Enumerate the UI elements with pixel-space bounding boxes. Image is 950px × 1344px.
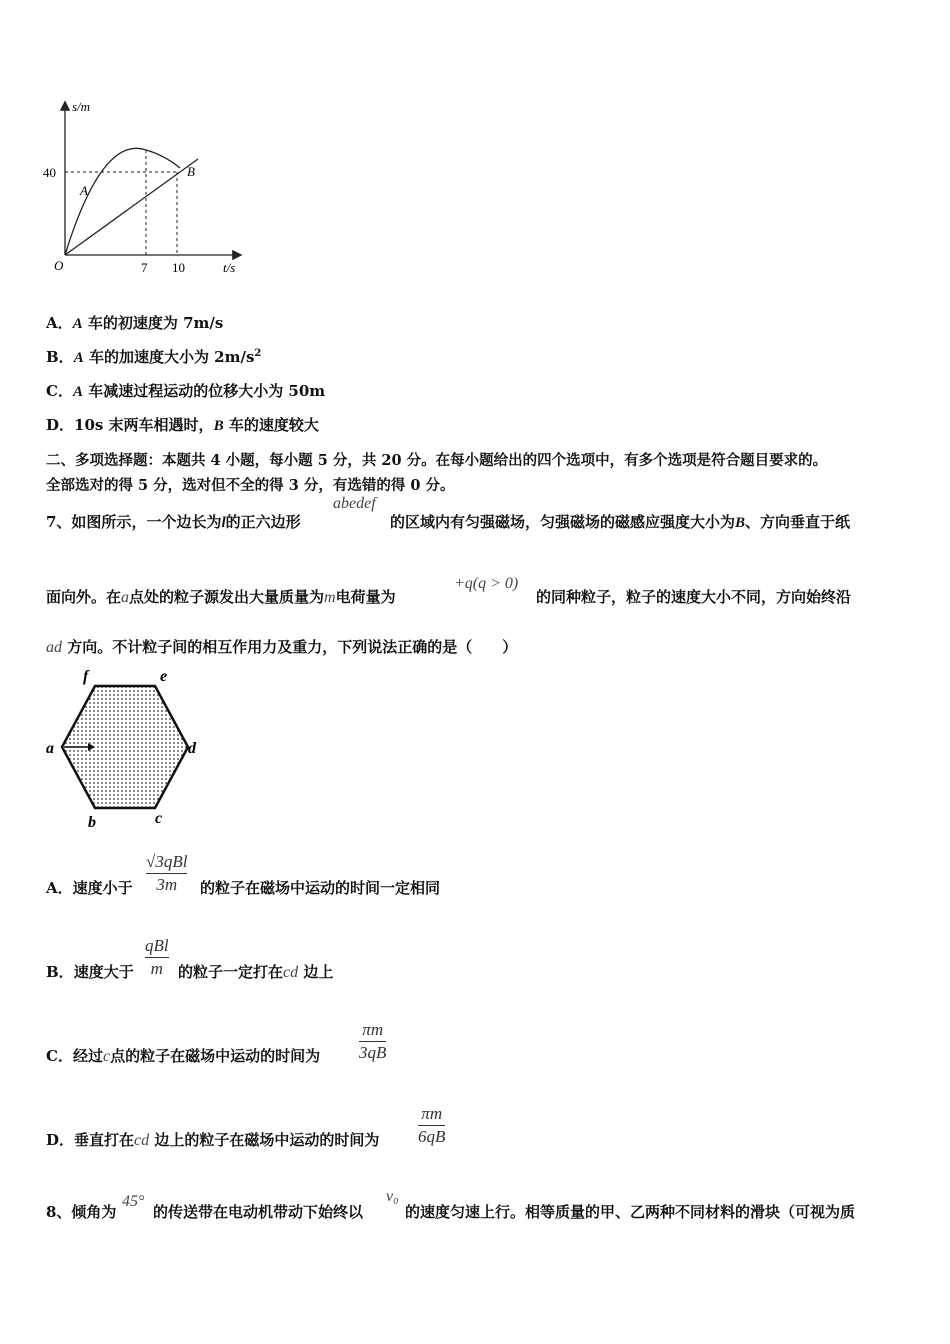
q7-option-b: B．速度大于 — [46, 963, 134, 981]
q7-option-c: C．经过c点的粒子在磁场中运动的时间为 — [46, 1047, 321, 1065]
q8-line1-tail: 的速度匀速上行。相等质量的甲、乙两种不同材料的滑块（可视为质 — [405, 1203, 856, 1221]
x-tick-10: 10 — [172, 260, 185, 275]
q6-option-c: C．A 车减速过程运动的位移大小为 50m — [46, 382, 326, 400]
q8-line1-mid: 的传送带在电动机带动下始终以 — [153, 1203, 364, 1221]
q7-option-b-tail: 的粒子一定打在cd 边上 — [178, 963, 334, 981]
x-tick-7: 7 — [141, 260, 148, 275]
q8-angle: 45° — [122, 1193, 145, 1210]
curve-a — [65, 148, 180, 255]
label-d: d — [188, 740, 196, 757]
q7-option-b-fraction: qBl m — [145, 936, 169, 978]
q6-option-d: D．10s 末两车相遇时，B 车的速度较大 — [46, 416, 319, 434]
q7-option-a-fraction: √3qBl 3m — [146, 852, 188, 894]
label-a: a — [46, 740, 54, 757]
q7-charge: +q(q > 0) — [454, 575, 519, 592]
line-b-label: B — [187, 164, 195, 179]
q7-option-d: D．垂直打在cd 边上的粒子在磁场中运动的时间为 — [46, 1131, 380, 1149]
label-e: e — [160, 668, 168, 685]
y-axis-label: s/m — [72, 99, 91, 114]
s-t-graph — [40, 95, 250, 280]
section2-line2: 全部选对的得 5 分，选对但不全的得 3 分，有选错的得 0 分。 — [46, 477, 455, 494]
label-b: b — [88, 814, 96, 831]
q6-option-a: A．A 车的初速度为 7m/s — [46, 314, 224, 332]
x-axis-label: t/s — [223, 260, 236, 275]
q7-option-a-tail: 的粒子在磁场中运动的时间一定相同 — [200, 879, 441, 897]
section2-line1: 二、多项选择题：本题共 4 小题，每小题 5 分，共 20 分。在每小题给出的四个选项中，有多个选项是符合题目要求的。 — [46, 452, 828, 469]
q8-v0: v₀ — [386, 1188, 399, 1205]
q7-option-c-fraction: πm 3qB — [359, 1020, 387, 1062]
q6-option-b: B．A 车的加速度大小为 $2m/s^2$ — [46, 348, 262, 366]
curve-a-label: A — [80, 183, 88, 198]
y-tick-40: 40 — [43, 165, 56, 180]
label-f: f — [83, 668, 89, 685]
hexagon-figure — [40, 665, 210, 835]
origin-label: O — [54, 258, 64, 273]
q7-line2-tail: 的同种粒子，粒子的速度大小不同，方向始终沿 — [536, 588, 852, 606]
q7-line1: 7、如图所示，一个边长为l的正六边形 — [46, 513, 301, 531]
q7-line2: 面向外。在a点处的粒子源发出大量质量为m电荷量为 — [46, 588, 396, 606]
q7-line3: ad 方向。不计粒子间的相互作用力及重力，下列说法正确的是（ ） — [46, 638, 518, 656]
q7-hex-name: abedef — [333, 495, 376, 512]
q8-line1: 8、倾角为 — [46, 1203, 117, 1221]
label-c: c — [155, 810, 163, 827]
q7-line1-tail: 的区域内有匀强磁场，匀强磁场的磁感应强度大小为B、方向垂直于纸 — [390, 513, 851, 531]
line-b — [65, 159, 198, 255]
q7-option-a: A．速度小于 — [46, 879, 133, 897]
q7-option-d-fraction: πm 6qB — [418, 1104, 446, 1146]
